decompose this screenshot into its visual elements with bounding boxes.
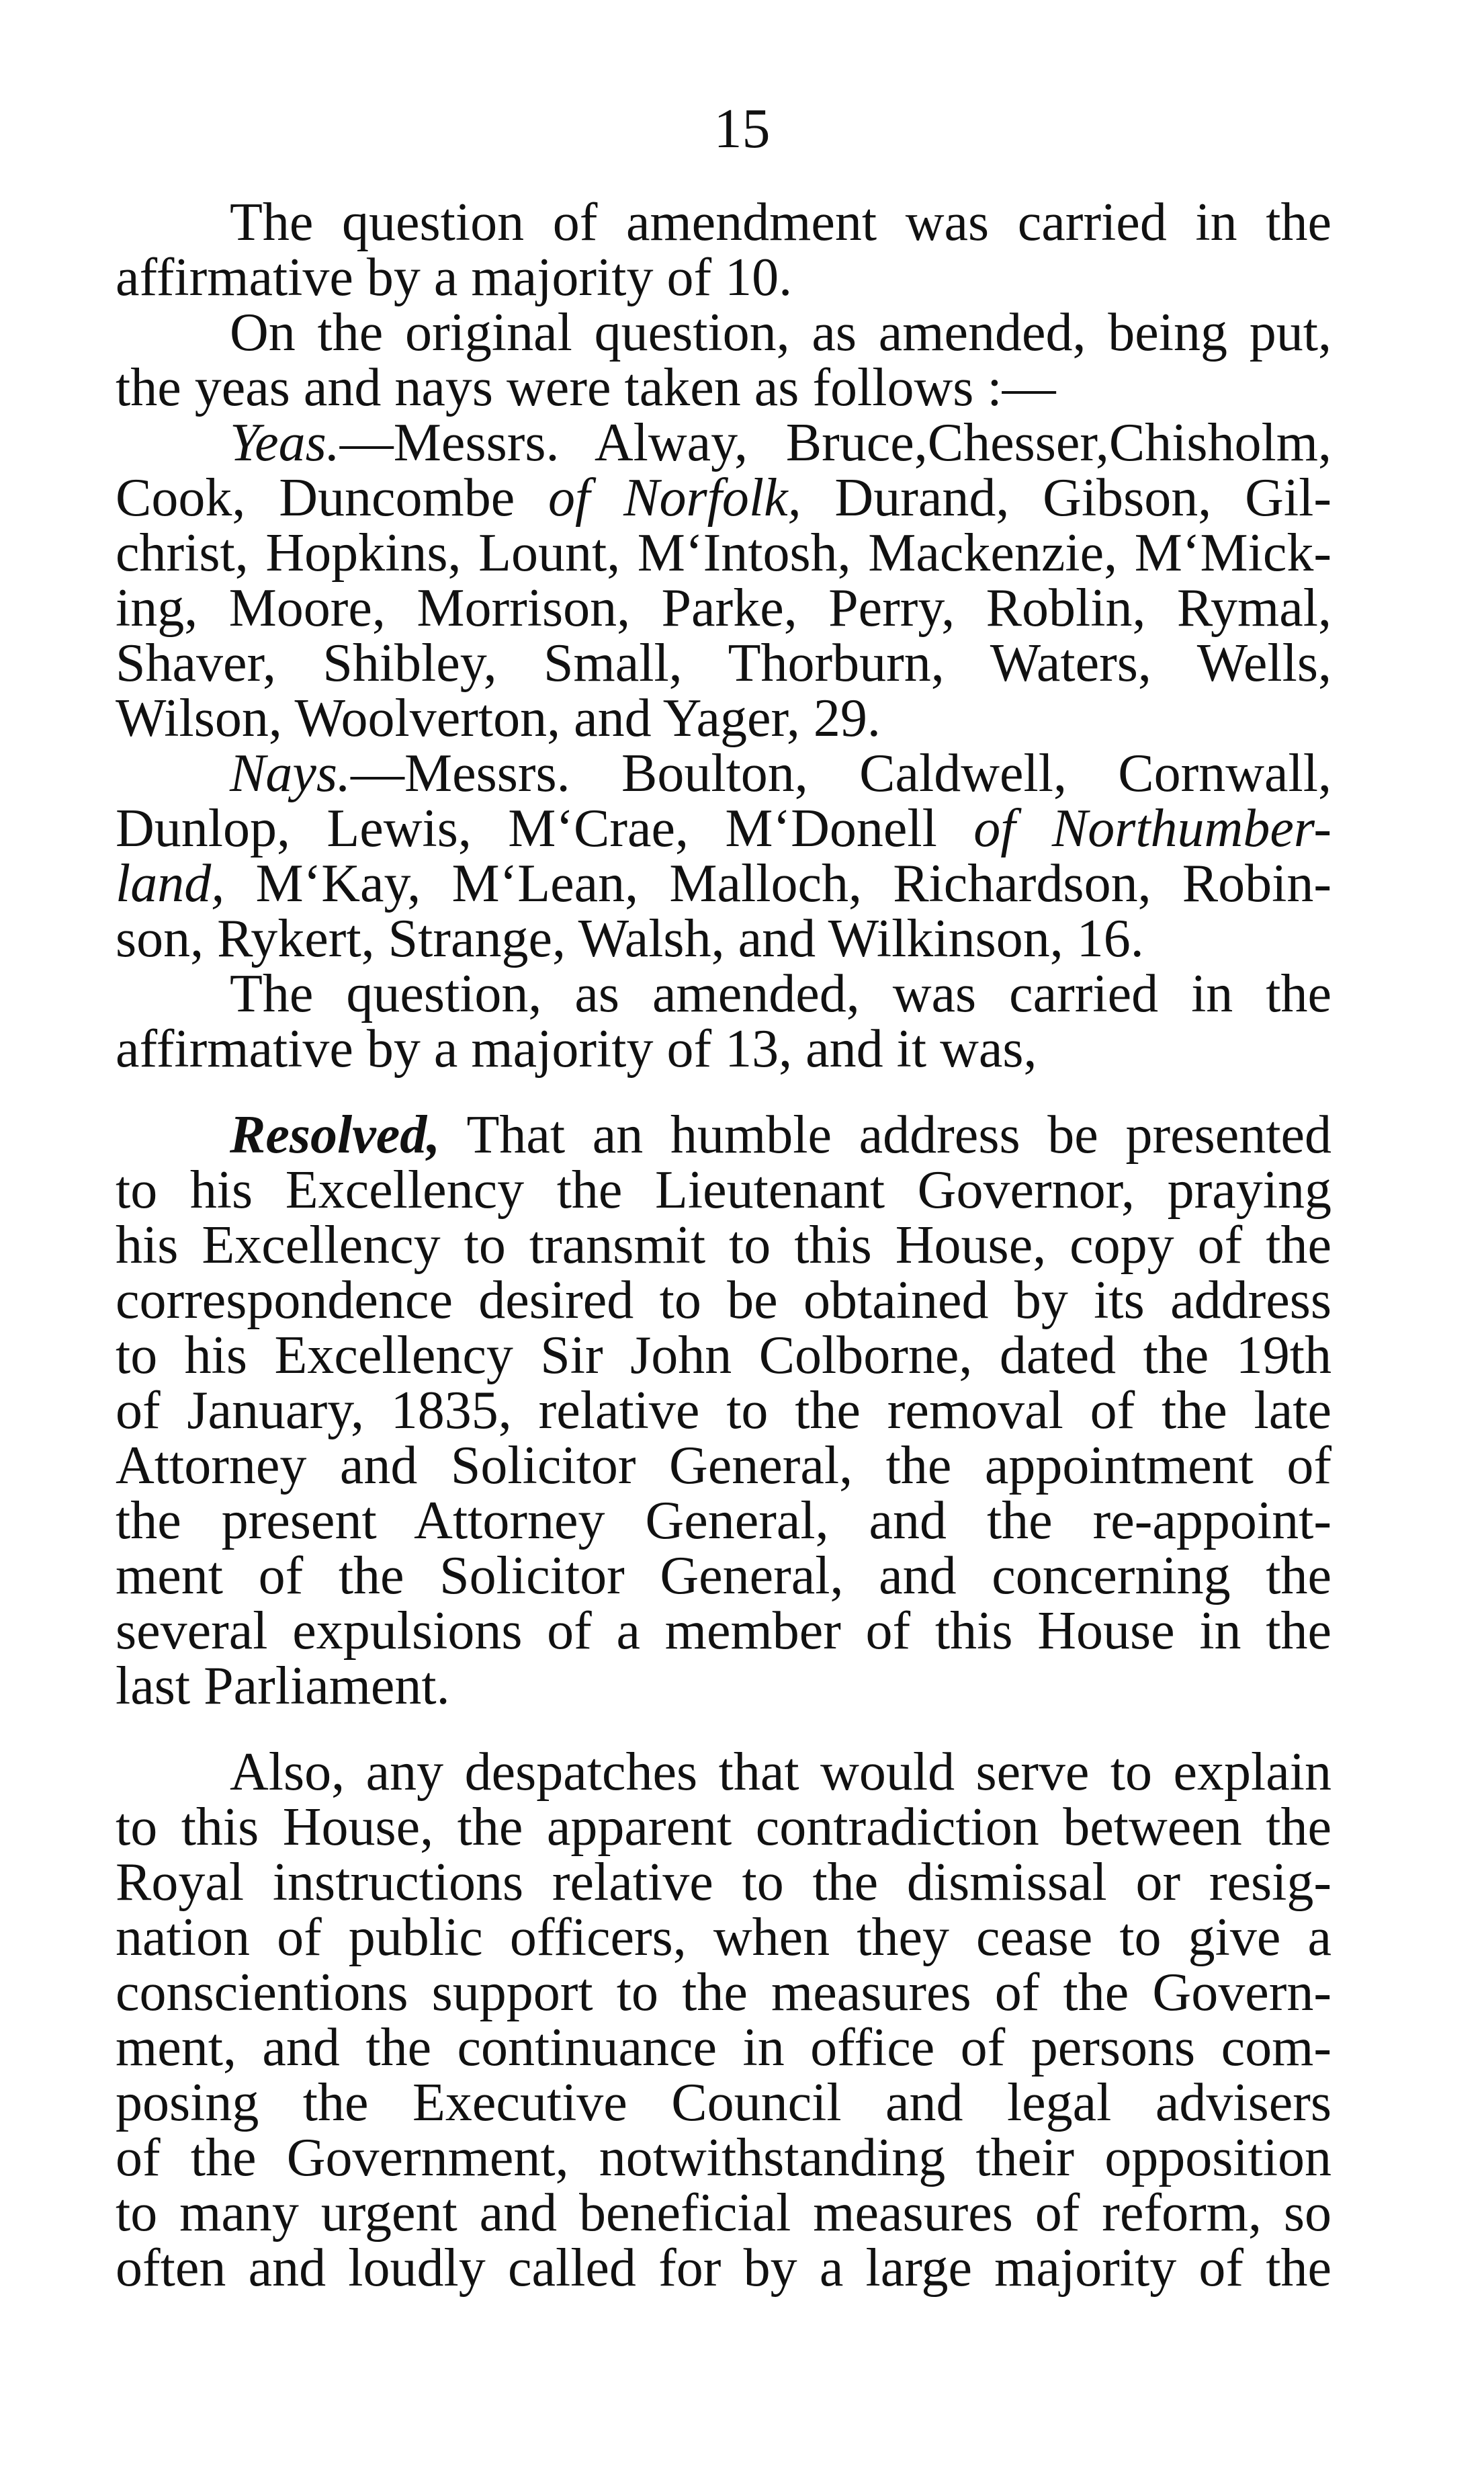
also-line: conscientions support to the measures of the Govern- <box>116 1963 1332 2022</box>
page-number: 15 <box>713 97 771 160</box>
yeas-of: of <box>548 468 591 528</box>
nays-northumber: Northumber- <box>1051 799 1332 858</box>
resolved-line: several expulsions of a member of this House in the <box>116 1601 1332 1661</box>
yeas-line: Wilson, Woolverton, and Yager, 29. <box>116 689 881 748</box>
nays-label: Nays. <box>230 744 351 803</box>
yeas-names: Durand, Gibson, Gil- <box>801 468 1332 528</box>
yeas-line: ing, Moore, Morrison, Parke, Perry, Roblin, Rymal, <box>116 579 1332 638</box>
paragraph-line: The question, as amended, was carried in the <box>230 964 1332 1023</box>
paragraph-line: the yeas and nays were taken as follows :— <box>116 358 1056 417</box>
nays-line <box>116 746 1332 801</box>
resolved-line: correspondence desired to be obtained by its address <box>116 1271 1332 1330</box>
resolved-line: his Excellency to transmit to this House, copy of the <box>116 1216 1332 1275</box>
nays-line <box>116 801 1332 856</box>
paragraph-gap <box>116 1714 1332 1745</box>
paragraph-line: The question of amendment was carried in the <box>230 193 1332 252</box>
also-line: often and loudly called for by a large majority of the <box>116 2238 1332 2298</box>
resolved-line: to his Excellency Sir John Colborne, dated the 19th <box>116 1326 1332 1385</box>
body-text <box>116 195 1332 2296</box>
also-line: to many urgent and beneficial measures of reform, so <box>116 2183 1332 2243</box>
resolved-line: ment of the Solicitor General, and concerning the <box>116 1546 1332 1605</box>
yeas-line: christ, Hopkins, Lount, M‘Intosh, Mackenzie, M‘Mick- <box>116 523 1332 583</box>
nays-names: —Messrs. Boulton, Caldwell, Cornwall, <box>351 744 1332 803</box>
yeas-line <box>116 470 1332 526</box>
also-line: to this House, the apparent contradiction between the <box>116 1798 1332 1857</box>
yeas-norfolk: Norfolk, <box>623 468 801 528</box>
resolved-line: to his Excellency the Lieutenant Governor, praying <box>116 1161 1332 1220</box>
also-line: Also, any despatches that would serve to explain <box>230 1743 1332 1802</box>
paragraph-line: On the original question, as amended, being put, <box>230 303 1332 362</box>
resolved-line: last Parliament. <box>116 1657 450 1716</box>
nays-line: son, Rykert, Strange, Walsh, and Wilkinson, 16. <box>116 909 1144 968</box>
resolved-line: the present Attorney General, and the re-appoint- <box>116 1491 1332 1550</box>
nays-of: of <box>973 799 1016 858</box>
nays-names: Dunlop, Lewis, M‘Crae, M‘Donell <box>116 799 974 858</box>
also-line: nation of public officers, when they cease to give a <box>116 1908 1332 1967</box>
yeas-line: Shaver, Shibley, Small, Thorburn, Waters, Wells, <box>116 634 1332 693</box>
paragraph-gap <box>116 1077 1332 1107</box>
also-line: of the Government, notwithstanding their opposition <box>116 2128 1332 2187</box>
also-line: Royal instructions relative to the dismissal or resig- <box>116 1853 1332 1912</box>
paragraph-line: affirmative by a majority of 13, and it was, <box>116 1019 1037 1079</box>
also-line: posing the Executive Council and legal advisers <box>116 2073 1332 2132</box>
nays-space <box>1015 799 1051 858</box>
paragraph-line: affirmative by a majority of 10. <box>116 248 793 307</box>
yeas-names: Cook, Duncombe <box>116 468 549 528</box>
resolved-line: of January, 1835, relative to the removal of the late <box>116 1381 1332 1440</box>
nays-line <box>116 856 1332 911</box>
resolved-text: That an humble address be presented <box>440 1105 1332 1165</box>
nays-land: land, <box>116 854 225 913</box>
nays-names: M‘Kay, M‘Lean, Malloch, Richardson, Robin- <box>224 854 1332 913</box>
also-line: ment, and the continuance in office of persons com- <box>116 2018 1332 2077</box>
yeas-line <box>116 415 1332 470</box>
resolved-line: Attorney and Solicitor General, the appointment of <box>116 1436 1332 1495</box>
yeas-names: —Messrs. Alway, Bruce,Chesser,Chisholm, <box>339 413 1332 472</box>
resolved-label: Resolved, <box>230 1105 441 1165</box>
resolved-line <box>116 1107 1332 1163</box>
yeas-label: Yeas. <box>230 413 340 472</box>
yeas-space <box>590 468 623 528</box>
